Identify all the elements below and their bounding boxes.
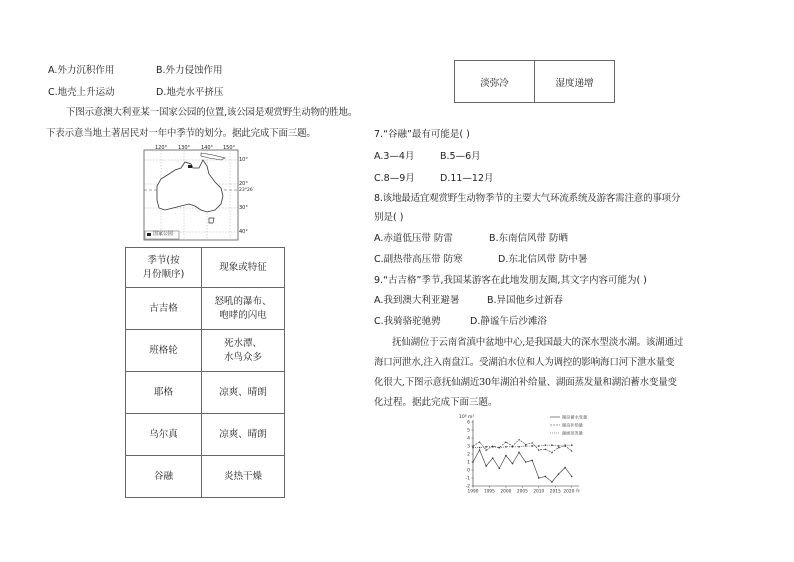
- intro2-line3: 化很大,下图示意抚仙湖近30年湖泊补给量、湖面蒸发量和湖泊蓄水变量变: [374, 377, 677, 388]
- header-season-line1: 季节(按: [147, 254, 180, 266]
- intro1-line1: 下图示意澳大利亚某一国家公园的位置,该公园是观赏野生动物的胜地。: [66, 107, 358, 118]
- top-table: [454, 60, 615, 103]
- series-point: [472, 447, 473, 448]
- table-row: [455, 61, 615, 103]
- q9-option-d: D.静谧午后沙滩浴: [470, 316, 547, 327]
- prev-option-d: D.地壳水平挤压: [156, 87, 224, 98]
- table-row: [126, 330, 285, 372]
- season-name: 乌尔真: [126, 414, 202, 456]
- series-point: [492, 446, 493, 447]
- series-point: [485, 446, 486, 447]
- series-point: [545, 445, 546, 446]
- y-tick-label: 1: [467, 460, 470, 466]
- season-feature: 炎热干燥: [202, 456, 285, 498]
- season-name: 古吉格: [126, 288, 202, 330]
- header-season-line2: 月份顺序): [142, 268, 185, 280]
- q7-option-a: A.3—4月: [374, 151, 415, 162]
- map-legend-label: 国家公园: [153, 231, 174, 237]
- y-tick-label: 2: [467, 452, 470, 458]
- table-row: [126, 456, 285, 498]
- x-tick-label: 2010: [533, 489, 545, 495]
- series-point: [532, 445, 533, 446]
- lat-label-10: 10°: [239, 157, 248, 163]
- q9-option-c: C.我骑骆驼驰骋: [374, 316, 441, 327]
- tasmania: [209, 218, 214, 223]
- intro2-line2: 海口河泄水,注入南盘江。受湖泊水位和人为调控的影响海口河下泄水量变: [374, 357, 675, 368]
- prev-option-b: B.外力侵蚀作用: [156, 65, 223, 76]
- season-table: [125, 247, 285, 498]
- q7-stem: 7.“谷融”最有可能是( ): [374, 129, 470, 140]
- series-point: [505, 441, 507, 443]
- series-point: [505, 455, 507, 457]
- top-cell-2: 湿度递增: [535, 61, 615, 103]
- prev-option-a: A.外力沉积作用: [48, 65, 115, 76]
- season-name: 班格轮: [126, 330, 202, 372]
- header-feature: 现象或特征: [202, 248, 285, 288]
- q9-option-a: A.我到澳大利亚避暑: [374, 295, 460, 306]
- series-point: [518, 452, 520, 454]
- feature-line2: 咆哮的闪电: [219, 309, 267, 321]
- series-point: [525, 461, 527, 463]
- series-point: [571, 476, 573, 478]
- lat-label-30: 30°: [239, 205, 248, 211]
- intro2-line4: 化过程。据此完成下面三题。: [374, 397, 498, 408]
- park-marker: [188, 165, 192, 168]
- table-row: [126, 414, 285, 456]
- series-point: [512, 446, 513, 447]
- series-point: [512, 463, 514, 465]
- x-tick-label: 1990: [467, 489, 479, 495]
- header-season: [126, 248, 202, 288]
- q9-option-b: B.异国他乡过新春: [487, 295, 564, 306]
- lat-label-tropic: 23°26′: [239, 188, 254, 193]
- series-point: [499, 468, 501, 470]
- series-point: [571, 445, 572, 446]
- series-point: [518, 439, 520, 441]
- series-point: [558, 445, 559, 446]
- intro1-line2: 下表示意当地土著居民对一年中季节的划分。据此完成下面三题。: [46, 128, 316, 139]
- x-tick-label: 1995: [483, 489, 495, 495]
- series-point: [505, 446, 506, 447]
- series-point: [499, 447, 500, 448]
- y-tick-label: 3: [467, 444, 470, 450]
- y-tick-label: 0: [467, 468, 470, 474]
- table-row: [126, 372, 285, 414]
- series-point: [538, 477, 540, 479]
- series-point: [564, 467, 566, 469]
- series-point: [525, 445, 526, 446]
- intro2-line1: 抚仙湖位于云南省滇中盆地中心,是我国最大的深水型淡水湖。该湖通过: [392, 337, 684, 348]
- y-tick-label: 6: [467, 420, 470, 426]
- season-name: 耶格: [126, 372, 202, 414]
- lon-label-130: 130°: [178, 145, 191, 151]
- y-tick-label: 5: [467, 428, 470, 434]
- feature-line1: 怒吼的瀑布、: [214, 295, 272, 307]
- series-point: [472, 461, 474, 463]
- top-cell-1: 淡弥冷: [455, 61, 535, 103]
- y-tick-label: 4: [467, 436, 470, 442]
- q7-option-c: C.8—9月: [374, 173, 415, 184]
- legend-park-icon: [147, 233, 151, 236]
- q8-option-d: D.东北信风带 防中暑: [498, 254, 588, 265]
- series-point: [538, 445, 539, 446]
- q8-option-a: A.赤道低压带 防雷: [374, 233, 453, 244]
- x-tick-label: 2020 年: [563, 489, 581, 495]
- y-tick-label: -2: [465, 484, 470, 490]
- lat-label-20: 20°: [239, 181, 248, 187]
- series-point: [564, 445, 565, 446]
- legend-label-3: 湖面蒸发量: [562, 430, 583, 436]
- x-tick-label: 2005: [516, 489, 528, 495]
- q8-stem-line1: 8.该地最适宜观赏野生动物季节的主要大气环流系统及游客需注意的事项分: [374, 193, 681, 204]
- lat-label-40: 40°: [239, 229, 248, 235]
- legend-label-2: 湖泊补给量: [562, 422, 583, 428]
- prev-option-c: C.地壳上升运动: [48, 87, 115, 98]
- series-point: [551, 445, 552, 446]
- series-line-1: [473, 450, 572, 482]
- series-point: [551, 481, 553, 483]
- series-point: [492, 457, 494, 459]
- q8-option-b: B.东南信风带 防晒: [489, 233, 569, 244]
- q7-option-d: D.11—12月: [440, 173, 494, 184]
- australia-map: [143, 145, 254, 246]
- season-name: 谷融: [126, 456, 202, 498]
- series-point: [558, 473, 560, 475]
- season-table-header: [126, 248, 285, 288]
- table-row: [126, 288, 285, 330]
- q9-stem: 9.“古吉格”季节,我国某游客在此地发朋友圈,其文字内容可能为( ): [374, 275, 647, 286]
- lake-chart: [455, 412, 600, 498]
- q8-option-c: C.副热带高压带 防寒: [374, 254, 463, 265]
- y-tick-label: -1: [465, 476, 470, 482]
- series-point: [531, 460, 533, 462]
- series-point: [545, 476, 547, 478]
- feature-line1: 死水潭、: [223, 337, 262, 349]
- lon-label-140: 140°: [201, 145, 214, 151]
- series-point: [518, 446, 519, 447]
- season-feature: [202, 288, 285, 330]
- series-point: [479, 441, 481, 443]
- series-point: [479, 449, 481, 451]
- y-axis-label: 10⁸ m³: [459, 415, 475, 420]
- lon-label-120: 120°: [155, 145, 168, 151]
- series-point: [485, 465, 487, 467]
- series-line-3: [473, 445, 572, 447]
- q8-stem-line2: 别是( ): [374, 212, 404, 223]
- feature-line2: 水鸟众多: [223, 351, 262, 363]
- lake-chart-svg: [455, 412, 600, 498]
- x-tick-label: 2000: [500, 489, 512, 495]
- lon-label-150: 150°: [223, 145, 236, 151]
- q7-option-b: B.5—6月: [440, 151, 481, 162]
- season-feature: 凉爽、晴朗: [202, 414, 285, 456]
- season-feature: [202, 330, 285, 372]
- x-tick-label: 2015: [549, 489, 561, 495]
- series-point: [479, 447, 480, 448]
- legend-label-1: 湖泊蓄水变量: [562, 414, 588, 420]
- season-feature: 凉爽、晴朗: [202, 372, 285, 414]
